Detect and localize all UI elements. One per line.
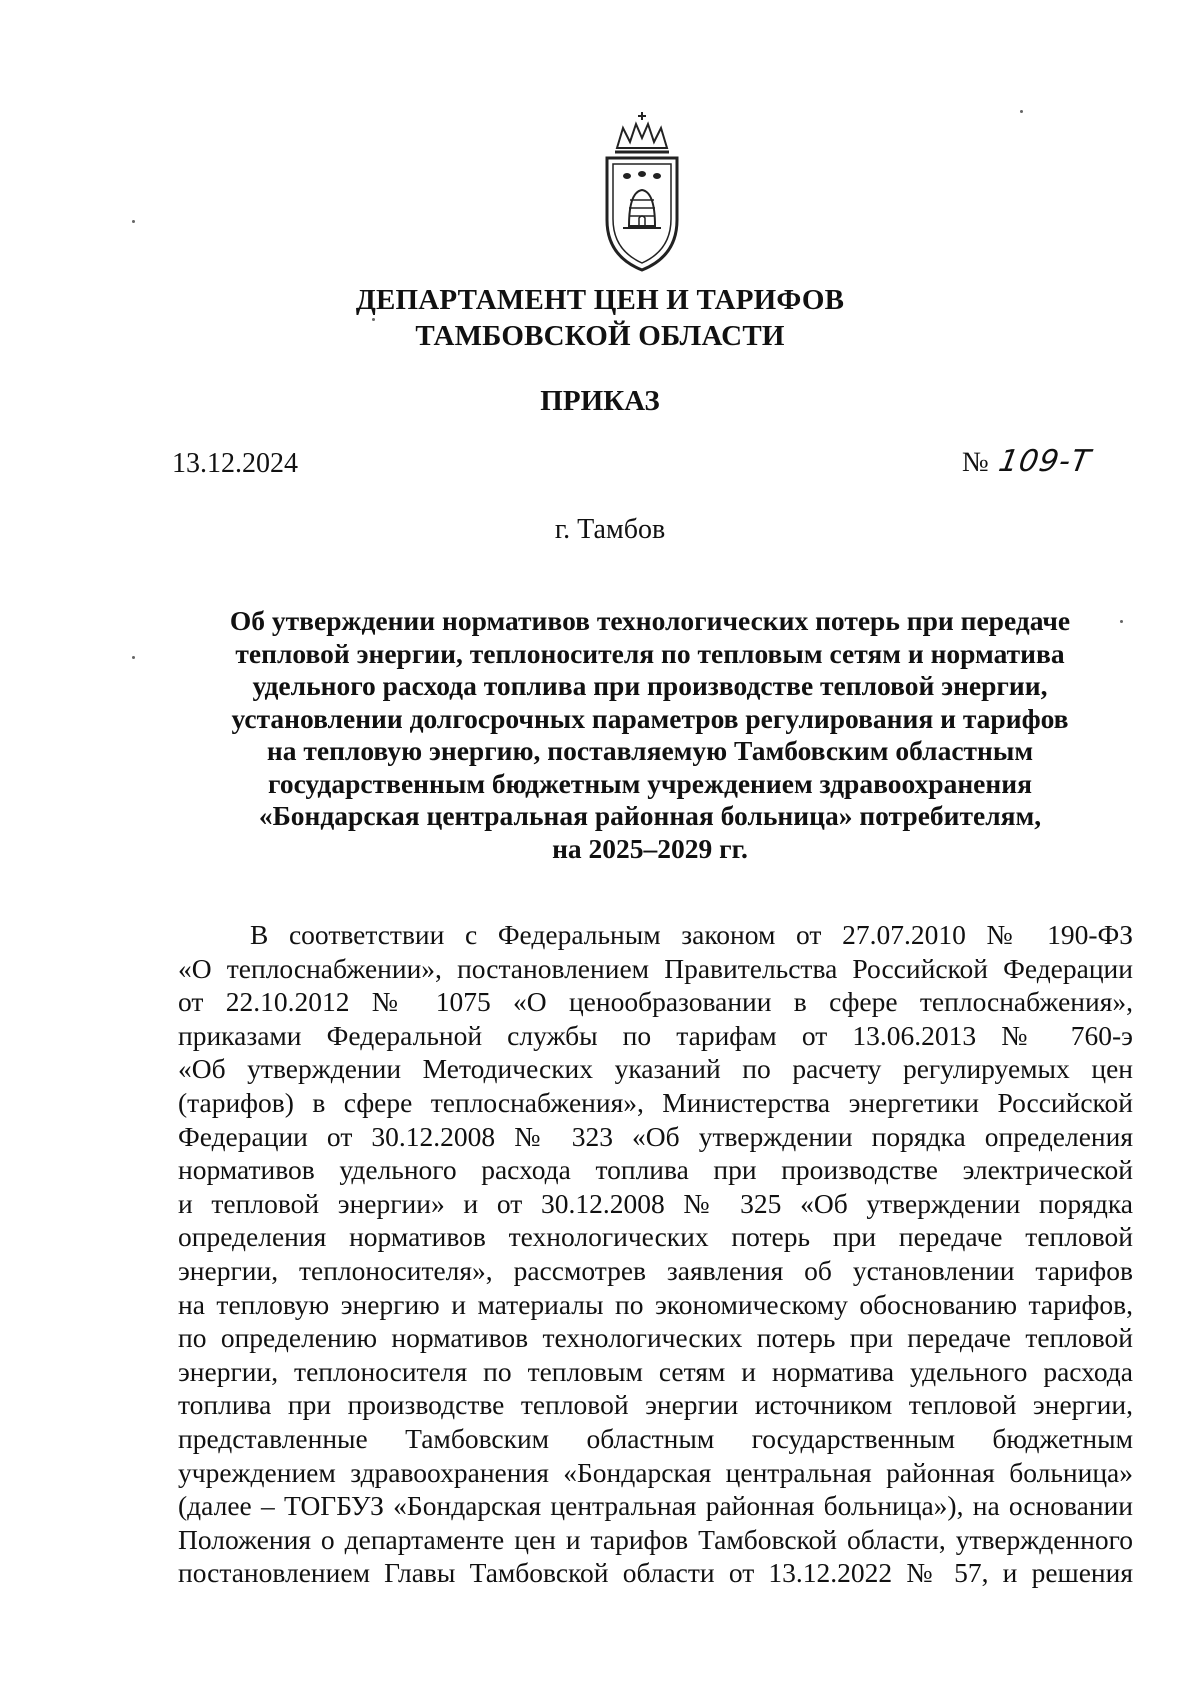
body-line: (тарифов) в сфере теплоснабжения», Министерства энергетики Российской — [178, 1086, 1133, 1118]
department-title — [0, 282, 1200, 354]
subject-line: Об утверждении нормативов технологических потерь при передаче — [229, 605, 1071, 636]
document-city: г. Тамбов — [554, 514, 666, 545]
subject-line: на 2025–2029 гг. — [552, 832, 748, 864]
subject-line: государственным бюджетным учреждением здравоохранения — [268, 767, 1032, 799]
scan-speck — [132, 656, 135, 659]
body-line: по определению нормативов технологических потерь при передаче тепловой — [178, 1322, 1133, 1354]
body-line: Положения о департаменте цен и тарифов Тамбовской области, утвержденного — [178, 1523, 1133, 1555]
scan-speck — [1120, 620, 1123, 623]
coat-of-arms-emblem — [597, 108, 687, 276]
subject-line: на тепловую энергию, поставляемую Тамбовским областным — [266, 735, 1034, 766]
subject-line: тепловой энергии, теплоносителя по тепловым сетям и норматива — [235, 637, 1065, 669]
body-line: (далее – ТОГБУЗ «Бондарская центральная районная больница»), на основании — [178, 1490, 1133, 1522]
body-line: и тепловой энергии» и от 30.12.2008 № 325 «Об утверждении порядка — [178, 1187, 1133, 1219]
body-line: приказами Федеральной службы по тарифам от 13.06.2013 № 760-э — [178, 1019, 1133, 1051]
body-line: представленные Тамбовским областным государственным бюджетным — [178, 1422, 1133, 1454]
subject-line: «Бондарская центральная районная больница» потребителям, — [258, 800, 1042, 831]
subject-line: удельного расхода топлива при производстве тепловой энергии, — [252, 670, 1048, 701]
body-line: от 22.10.2012 № 1075 «О ценообразовании в сфере теплоснабжения», — [178, 986, 1133, 1018]
body-line: постановлением Главы Тамбовской области от 13.12.2022 № 57, и решения — [178, 1557, 1133, 1589]
body-line: топлива при производстве тепловой энергии источником тепловой энергии, — [178, 1389, 1133, 1421]
body-line: «Об утверждении Методических указаний по расчету регулируемых цен — [178, 1053, 1133, 1085]
body-line: энергии, теплоносителя», рассмотрев заявления об установлении тарифов — [178, 1254, 1133, 1286]
document-date: 13.12.2024 — [172, 448, 298, 479]
handwritten-number: 109-Т — [995, 444, 1094, 479]
number-sign: № — [962, 447, 989, 478]
body-line: определения нормативов технологических потерь при передаче тепловой — [178, 1221, 1133, 1253]
department-region-line: ТАМБОВСКОЙ ОБЛАСТИ — [415, 320, 785, 352]
body-line: В соответствии с Федеральным законом от 27.07.2010 № 190-ФЗ — [250, 919, 1133, 950]
scan-speck — [132, 220, 135, 223]
body-line: нормативов удельного расхода топлива при производстве электрической — [178, 1154, 1133, 1186]
document-subject — [170, 605, 1130, 865]
body-line: «О теплоснабжении», постановлением Правительства Российской Федерации — [178, 952, 1133, 984]
scan-speck — [372, 318, 375, 321]
subject-line: установлении долгосрочных параметров регулирования и тарифов — [231, 702, 1069, 734]
body-line: энергии, теплоносителя по тепловым сетям и норматива удельного расхода — [178, 1355, 1133, 1387]
document-body — [178, 918, 1133, 1590]
body-line: учреждением здравоохранения «Бондарская центральная районная больница» — [178, 1456, 1133, 1488]
body-line: на тепловую энергию и материалы по экономическому обоснованию тарифов, — [178, 1288, 1133, 1320]
document-type: ПРИКАЗ — [540, 385, 660, 417]
scan-speck — [1020, 110, 1023, 113]
body-line: Федерации от 30.12.2008 № 323 «Об утверждении порядка определения — [178, 1120, 1133, 1152]
document-number — [962, 444, 1094, 480]
department-name-line: ДЕПАРТАМЕНТ ЦЕН И ТАРИФОВ — [355, 284, 845, 316]
